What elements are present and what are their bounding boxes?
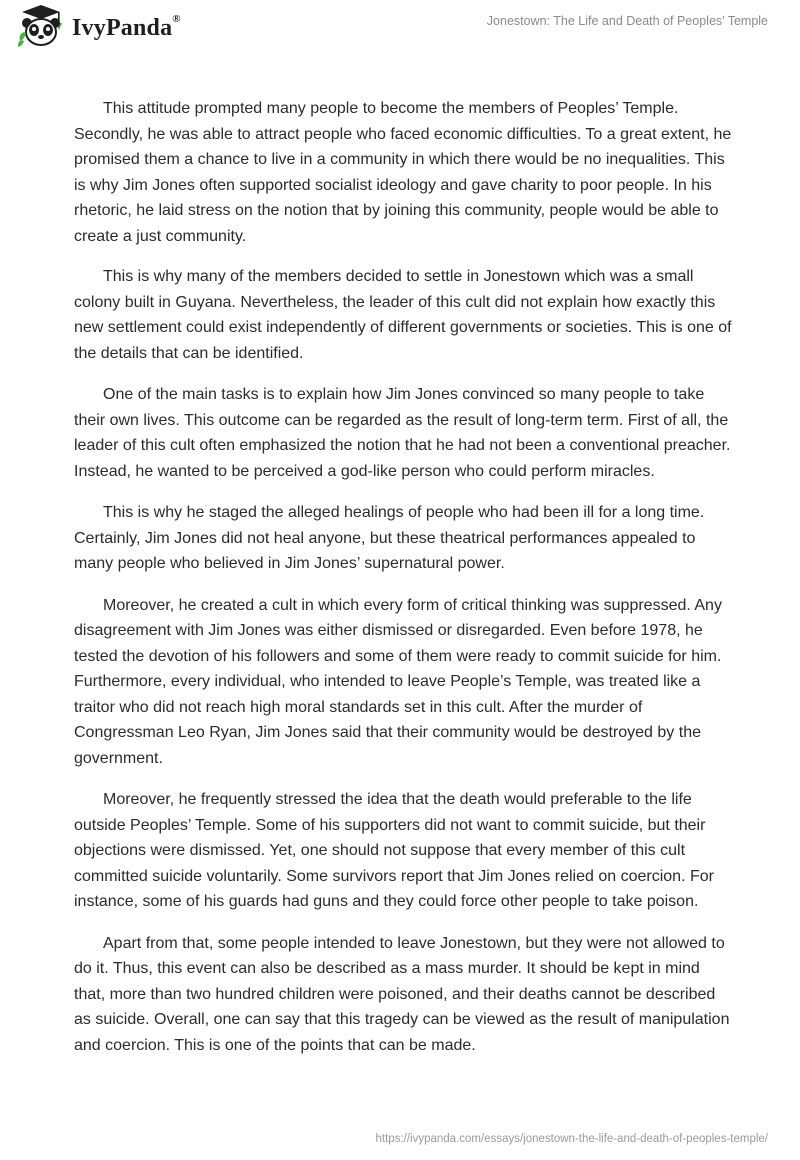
paragraph: Moreover, he frequently stressed the idea that the death would preferable to the life outside Peoples’ Temple. Some of his supporters did not want to commit suicide, but their objections were dismissed. Yet, one should not suppose that every member of this cult committed suicide voluntarily. Some survivors report that Jim Jones relied on coercion. For instance, some of his guards had guns and they could force other people to take poison. <box>74 791 714 910</box>
paragraph: Apart from that, some people intended to leave Jonestown, but they were not allowed to do it. Thus, this event can also be described as a mass murder. It should be kept in mind that, more than two hundred children were poisoned, and their deaths cannot be described as suicide. Overall, one can say that this tragedy can be viewed as the result of manipulation and coercion. This is one of the points that can be made. <box>74 934 730 1054</box>
document-title: Jonestown: The Life and Death of Peoples’ Temple <box>486 14 768 28</box>
paragraph: One of the main tasks is to explain how Jim Jones convinced so many people to take their own lives. This outcome can be regarded as the result of long-term term. First of all, the leader of this cult often emphasized the notion that he had not been a conventional preacher. Instead, he wanted to be perceived a god-like person who could perform miracles. <box>74 386 731 480</box>
page-header <box>0 0 800 56</box>
essay-body <box>74 96 734 1074</box>
registered-mark: ® <box>172 12 181 25</box>
panda-graduate-icon <box>14 3 68 54</box>
paragraph: This is why he staged the alleged healings of people who had been ill for a long time. Certainly, Jim Jones did not heal anyone, but these theatrical performances appealed to many people who believed in Jim Jones’ supernatural power. <box>74 504 705 572</box>
paragraph: This is why many of the members decided to settle in Jonestown which was a small colony built in Guyana. Nevertheless, the leader of this cult did not explain how exactly this new settlement could exist independently of different governments or societies. This is one of the details that can be identified. <box>74 268 732 362</box>
paragraph: This attitude prompted many people to become the members of Peoples’ Temple. Secondly, he was able to attract people who faced economic difficulties. To a great extent, he promised them a chance to live in a community in which there would be no inequalities. This is why Jim Jones often supported socialist ideology and gave charity to poor people. In his rhetoric, he laid stress on the notion that by joining this community, people would be able to create a just community. <box>74 100 732 245</box>
paragraph: Moreover, he created a cult in which every form of critical thinking was suppressed. Any disagreement with Jim Jones was either dismissed or disregarded. Even before 1978, he tested the devotion of his followers and some of them were ready to commit suicide for him. Furthermore, every individual, who intended to leave People’s Temple, was treated like a traitor who did not reach high moral standards set in this cult. After the murder of Congressman Leo Ryan, Jim Jones said that their community would be destroyed by the government. <box>74 596 722 767</box>
source-url-link[interactable]: https://ivypanda.com/essays/jonestown-the-life-and-death-of-peoples-temple/ <box>375 1133 768 1145</box>
brand-name: IvyPanda® <box>72 12 181 41</box>
ivypanda-logo[interactable] <box>14 6 181 50</box>
